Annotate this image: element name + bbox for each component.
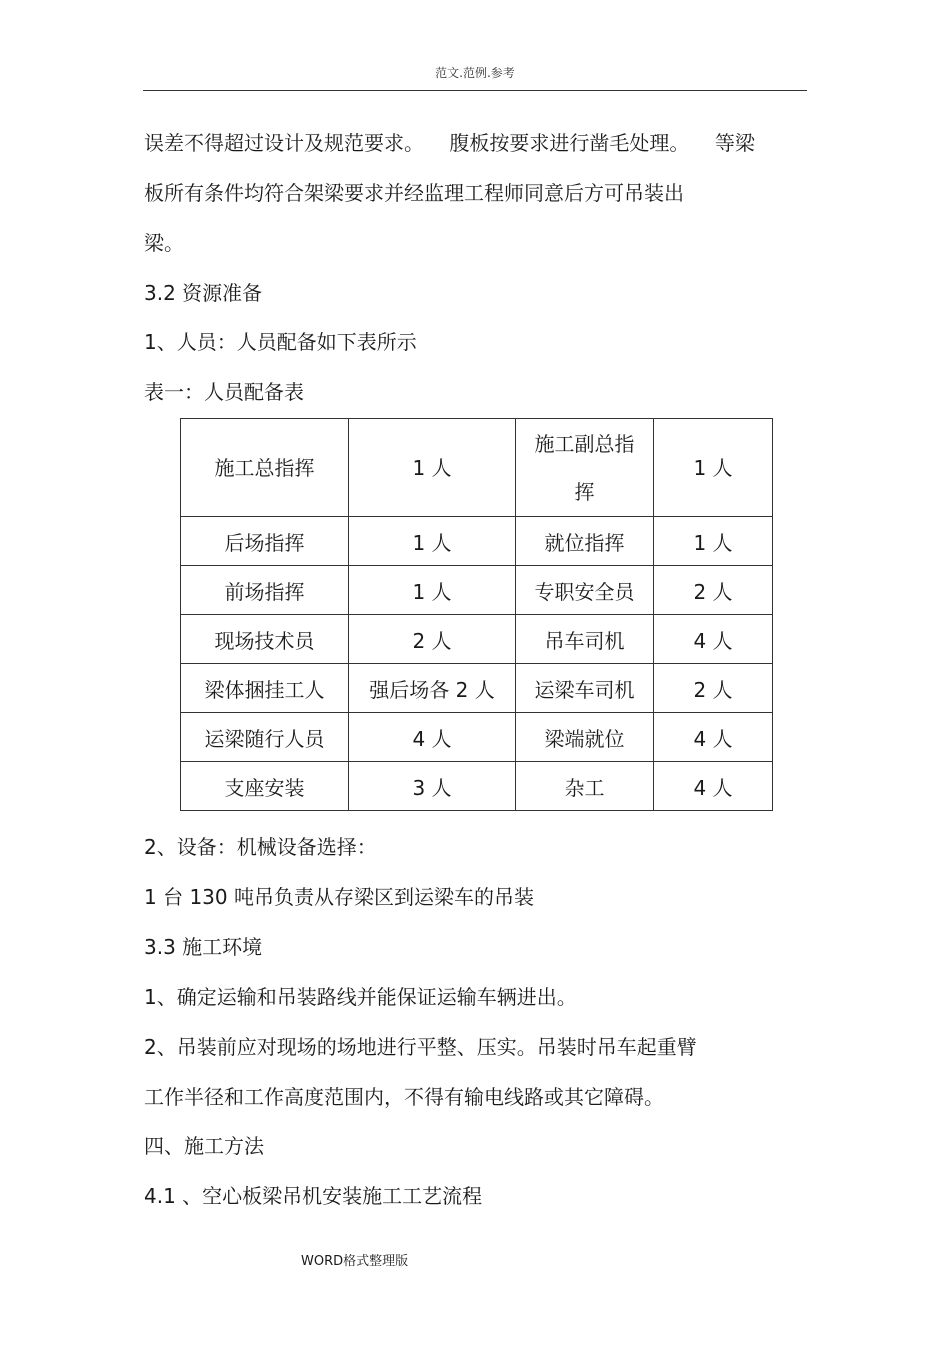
role-cell: 后场指挥 <box>181 517 349 566</box>
count-cell: 2 人 <box>654 566 773 615</box>
count-cell: 1 人 <box>349 566 516 615</box>
count-cell: 4 人 <box>654 762 773 811</box>
role-cell: 前场指挥 <box>181 566 349 615</box>
section-heading: 3.3 施工环境 <box>144 935 263 959</box>
list-item: 2、吊装前应对现场的场地进行平整、压实。吊装时吊车起重臂 <box>144 1035 697 1059</box>
count-cell: 2 人 <box>349 615 516 664</box>
table-row <box>181 517 773 566</box>
role-cell: 现场技术员 <box>181 615 349 664</box>
role-cell: 专职安全员 <box>516 566 654 615</box>
section-heading: 四、施工方法 <box>144 1134 264 1158</box>
page-footer: WORD格式整理版 <box>301 1254 409 1269</box>
count-cell: 1 人 <box>654 517 773 566</box>
role-cell: 运梁随行人员 <box>181 713 349 762</box>
table-row <box>181 419 773 517</box>
role-cell: 杂工 <box>516 762 654 811</box>
count-cell: 1 人 <box>654 419 773 517</box>
role-cell: 梁体捆挂工人 <box>181 664 349 713</box>
count-cell: 1 人 <box>349 419 516 517</box>
header-divider <box>143 90 807 91</box>
staff-table <box>180 418 773 811</box>
role-cell: 就位指挥 <box>516 517 654 566</box>
count-cell: 4 人 <box>654 615 773 664</box>
role-cell-text: 施工副总指挥 <box>534 431 635 504</box>
page-header: 范文.范例.参考 <box>435 66 515 80</box>
table-row <box>181 566 773 615</box>
paragraph-line: 误差不得超过设计及规范要求。 腹板按要求进行凿毛处理。 等梁 <box>144 131 755 155</box>
role-cell: 支座安装 <box>181 762 349 811</box>
table-row <box>181 762 773 811</box>
count-cell: 3 人 <box>349 762 516 811</box>
paragraph-line: 梁。 <box>144 231 184 255</box>
list-item: 1、确定运输和吊装路线并能保证运输车辆进出。 <box>144 985 577 1009</box>
section-heading: 4.1 、空心板梁吊机安装施工工艺流程 <box>144 1184 483 1208</box>
table-row <box>181 713 773 762</box>
role-cell: 梁端就位 <box>516 713 654 762</box>
paragraph-line: 板所有条件均符合架梁要求并经监理工程师同意后方可吊装出 <box>144 181 684 205</box>
count-cell: 强后场各 2 人 <box>349 664 516 713</box>
count-cell: 4 人 <box>349 713 516 762</box>
count-cell: 1 人 <box>349 517 516 566</box>
count-cell: 4 人 <box>654 713 773 762</box>
section-heading: 3.2 资源准备 <box>144 281 263 305</box>
role-cell: 施工总指挥 <box>181 419 349 517</box>
role-cell: 运梁车司机 <box>516 664 654 713</box>
table-row <box>181 664 773 713</box>
list-item: 2、设备：机械设备选择： <box>144 835 377 859</box>
table-caption: 表一：人员配备表 <box>144 380 304 404</box>
paragraph-line: 1 台 130 吨吊负责从存梁区到运梁车的吊装 <box>144 885 534 909</box>
list-item: 1、人员：人员配备如下表所示 <box>144 330 417 354</box>
role-cell: 吊车司机 <box>516 615 654 664</box>
paragraph-line: 工作半径和工作高度范围内，不得有输电线路或其它障碍。 <box>144 1085 664 1109</box>
table-row <box>181 615 773 664</box>
count-cell: 2 人 <box>654 664 773 713</box>
role-cell <box>516 419 654 517</box>
